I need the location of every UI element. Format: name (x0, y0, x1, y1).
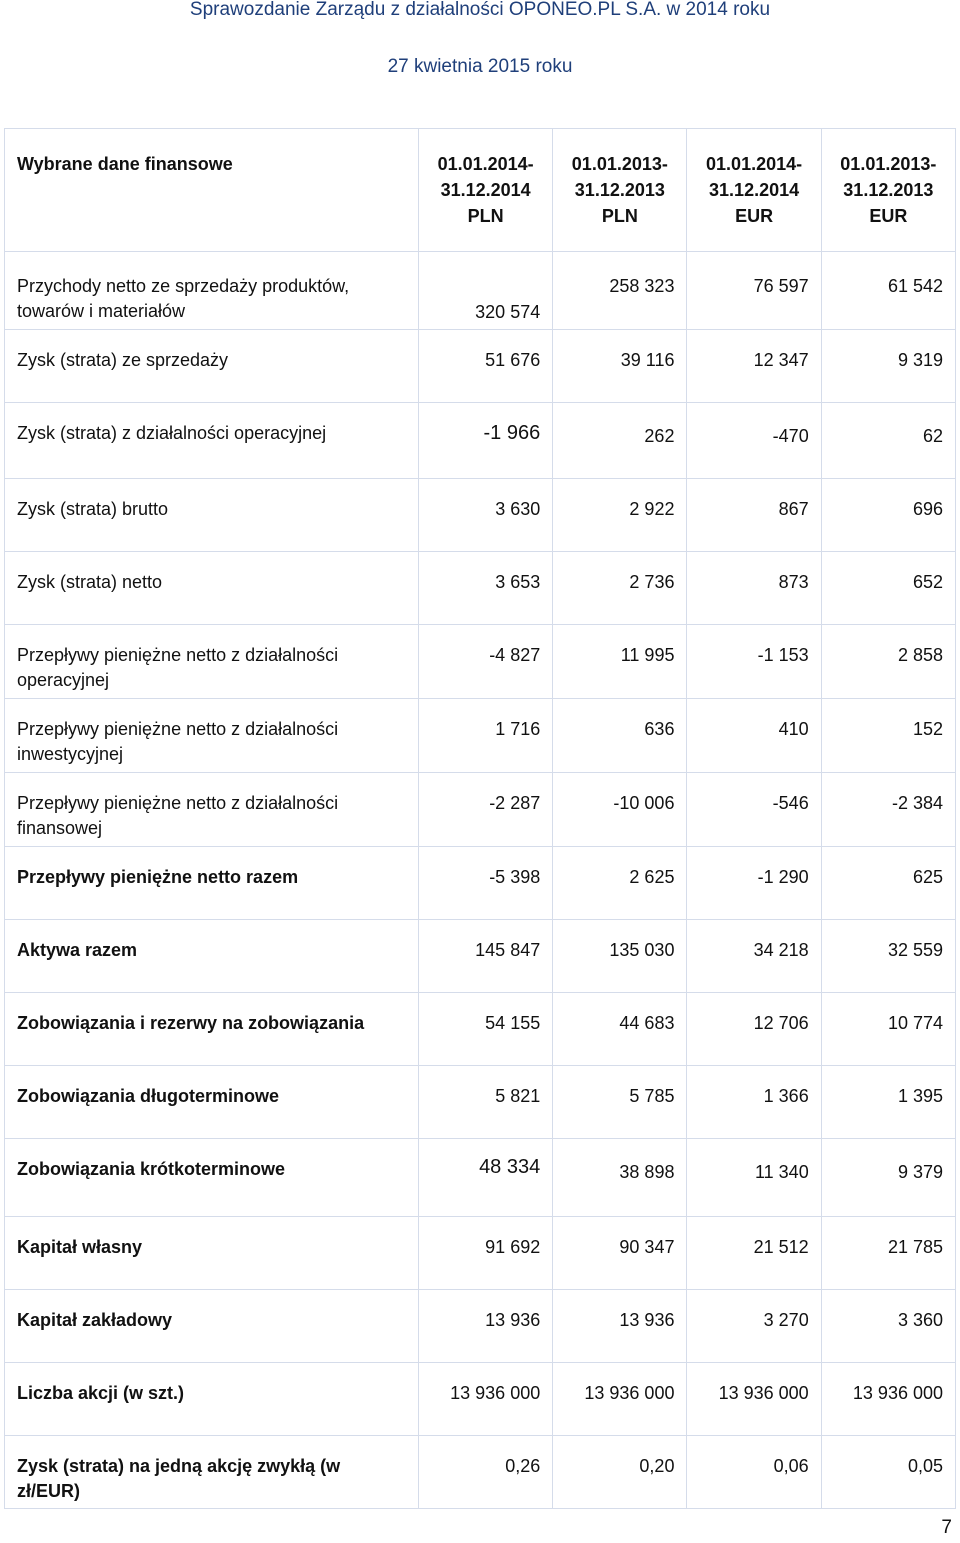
value-2014-eur: 410 (687, 699, 821, 773)
value-2013-eur: 652 (821, 552, 955, 625)
table-row (5, 773, 956, 847)
table-row (5, 1290, 956, 1363)
value-2014-eur: 13 936 000 (687, 1363, 821, 1436)
value-2014-pln: -5 398 (419, 847, 553, 920)
table-row (5, 552, 956, 625)
row-label: Przychody netto ze sprzedaży produktów, towarów i materiałów (5, 252, 419, 330)
table-row (5, 1066, 956, 1139)
value-2013-pln: 0,20 (553, 1436, 687, 1509)
value-2014-eur: -1 290 (687, 847, 821, 920)
value-2013-pln: 11 995 (553, 625, 687, 699)
row-label: Zobowiązania i rezerwy na zobowiązania (5, 993, 419, 1066)
value-2014-pln: -2 287 (419, 773, 553, 847)
column-header-2014-pln: 01.01.2014- 31.12.2014 PLN (419, 129, 553, 252)
value-2014-eur: 0,06 (687, 1436, 821, 1509)
value-2013-eur: 32 559 (821, 920, 955, 993)
value-2013-pln: 5 785 (553, 1066, 687, 1139)
value-2013-eur: 10 774 (821, 993, 955, 1066)
row-label: Zysk (strata) brutto (5, 479, 419, 552)
row-label: Zysk (strata) z działalności operacyjnej (5, 403, 419, 479)
value-2013-pln: 135 030 (553, 920, 687, 993)
value-2014-pln: 320 574 (419, 252, 553, 330)
value-2013-pln: 2 736 (553, 552, 687, 625)
value-2013-pln: 636 (553, 699, 687, 773)
value-2014-eur: -546 (687, 773, 821, 847)
value-2014-pln: 145 847 (419, 920, 553, 993)
value-2013-pln: 262 (553, 403, 687, 479)
row-label: Zobowiązania krótkoterminowe (5, 1139, 419, 1217)
value-2014-eur: 34 218 (687, 920, 821, 993)
row-label: Przepływy pieniężne netto razem (5, 847, 419, 920)
table-row (5, 1436, 956, 1509)
value-2014-pln: 1 716 (419, 699, 553, 773)
row-label: Przepływy pieniężne netto z działalności finansowej (5, 773, 419, 847)
row-label: Aktywa razem (5, 920, 419, 993)
value-2014-pln: -4 827 (419, 625, 553, 699)
table-row (5, 479, 956, 552)
row-label: Kapitał zakładowy (5, 1290, 419, 1363)
value-2014-eur: 12 347 (687, 330, 821, 403)
value-2013-pln: 38 898 (553, 1139, 687, 1217)
row-label: Przepływy pieniężne netto z działalności inwestycyjnej (5, 699, 419, 773)
value-2014-pln: 48 334 (419, 1139, 553, 1217)
value-2013-eur: 0,05 (821, 1436, 955, 1509)
value-2013-eur: 21 785 (821, 1217, 955, 1290)
value-2014-eur: 3 270 (687, 1290, 821, 1363)
page-number: 7 (941, 1517, 952, 1538)
value-2013-eur: -2 384 (821, 773, 955, 847)
value-2014-pln: 3 653 (419, 552, 553, 625)
value-2014-pln: 3 630 (419, 479, 553, 552)
value-2014-pln: 13 936 (419, 1290, 553, 1363)
table-row (5, 699, 956, 773)
row-label: Przepływy pieniężne netto z działalności operacyjnej (5, 625, 419, 699)
value-2014-eur: -470 (687, 403, 821, 479)
value-2013-pln: 90 347 (553, 1217, 687, 1290)
row-label: Zobowiązania długoterminowe (5, 1066, 419, 1139)
value-2013-eur: 3 360 (821, 1290, 955, 1363)
row-label: Liczba akcji (w szt.) (5, 1363, 419, 1436)
value-2014-pln: 51 676 (419, 330, 553, 403)
value-2014-pln: -1 966 (419, 403, 553, 479)
value-2013-eur: 1 395 (821, 1066, 955, 1139)
financial-data-table (4, 128, 956, 1509)
column-header-2013-pln: 01.01.2013- 31.12.2013 PLN (553, 129, 687, 252)
column-header-2014-eur: 01.01.2014- 31.12.2014 EUR (687, 129, 821, 252)
value-2013-eur: 13 936 000 (821, 1363, 955, 1436)
column-header-label: Wybrane dane finansowe (5, 129, 419, 252)
table-row (5, 1139, 956, 1217)
value-2013-eur: 9 379 (821, 1139, 955, 1217)
row-label: Kapitał własny (5, 1217, 419, 1290)
value-2014-eur: -1 153 (687, 625, 821, 699)
table-row (5, 920, 956, 993)
row-label: Zysk (strata) netto (5, 552, 419, 625)
table-row (5, 1217, 956, 1290)
value-2013-eur: 9 319 (821, 330, 955, 403)
table-row (5, 403, 956, 479)
value-2013-pln: 2 922 (553, 479, 687, 552)
value-2013-eur: 61 542 (821, 252, 955, 330)
value-2014-eur: 21 512 (687, 1217, 821, 1290)
value-2013-eur: 625 (821, 847, 955, 920)
value-2013-pln: 39 116 (553, 330, 687, 403)
value-2013-pln: 13 936 000 (553, 1363, 687, 1436)
value-2013-eur: 2 858 (821, 625, 955, 699)
value-2014-eur: 76 597 (687, 252, 821, 330)
column-header-2013-eur: 01.01.2013- 31.12.2013 EUR (821, 129, 955, 252)
value-2014-eur: 867 (687, 479, 821, 552)
value-2014-pln: 13 936 000 (419, 1363, 553, 1436)
value-2014-pln: 0,26 (419, 1436, 553, 1509)
row-label: Zysk (strata) ze sprzedaży (5, 330, 419, 403)
value-2013-pln: 258 323 (553, 252, 687, 330)
value-2014-eur: 11 340 (687, 1139, 821, 1217)
row-label: Zysk (strata) na jedną akcję zwykłą (w zł/EUR) (5, 1436, 419, 1509)
value-2014-eur: 12 706 (687, 993, 821, 1066)
table-row (5, 625, 956, 699)
value-2014-pln: 91 692 (419, 1217, 553, 1290)
value-2014-pln: 54 155 (419, 993, 553, 1066)
value-2013-eur: 62 (821, 403, 955, 479)
value-2014-eur: 1 366 (687, 1066, 821, 1139)
value-2013-pln: -10 006 (553, 773, 687, 847)
document-date: 27 kwietnia 2015 roku (387, 56, 573, 77)
value-2013-pln: 2 625 (553, 847, 687, 920)
table-row (5, 252, 956, 330)
document-title: Sprawozdanie Zarządu z działalności OPONEO.PL S.A. w 2014 roku (189, 0, 771, 20)
value-2013-pln: 13 936 (553, 1290, 687, 1363)
value-2014-eur: 873 (687, 552, 821, 625)
value-2013-eur: 152 (821, 699, 955, 773)
table-row (5, 1363, 956, 1436)
value-2013-eur: 696 (821, 479, 955, 552)
value-2013-pln: 44 683 (553, 993, 687, 1066)
table-header-row (5, 129, 956, 252)
value-2014-pln: 5 821 (419, 1066, 553, 1139)
table-row (5, 847, 956, 920)
table-row (5, 330, 956, 403)
table-row (5, 993, 956, 1066)
